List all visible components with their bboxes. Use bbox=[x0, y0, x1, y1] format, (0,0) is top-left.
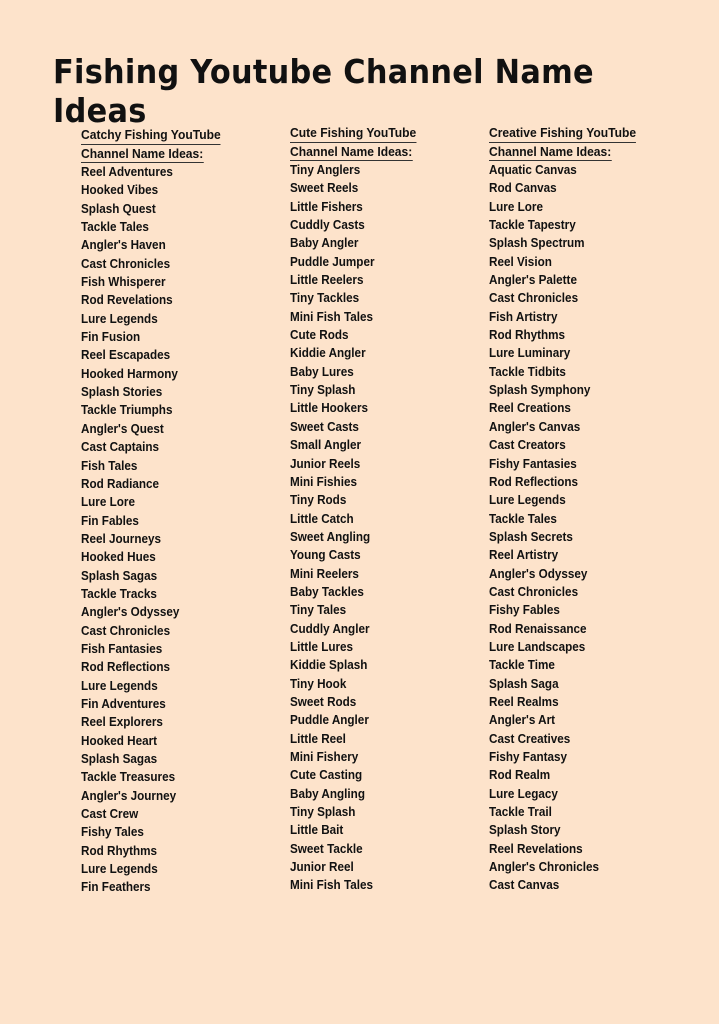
list-item: Junior Reels bbox=[290, 455, 361, 471]
list-item: Cast Captains bbox=[81, 439, 160, 455]
list-item: Fish Fantasies bbox=[81, 640, 163, 656]
list-item: Rod Radiance bbox=[81, 475, 160, 491]
list-item: Mini Fish Tales bbox=[290, 308, 373, 324]
list-item: Lure Legends bbox=[81, 677, 158, 693]
list-item: Tiny Rods bbox=[290, 492, 347, 508]
list-item: Hooked Hues bbox=[81, 549, 156, 565]
list-item: Tackle Tales bbox=[489, 510, 557, 526]
list-item: Sweet Casts bbox=[290, 418, 359, 434]
list-item: Baby Tackles bbox=[290, 583, 364, 599]
list-item: Cast Chronicles bbox=[489, 290, 579, 306]
list-item: Sweet Reels bbox=[290, 180, 359, 196]
list-item: Lure Legends bbox=[81, 861, 158, 877]
list-item: Aquatic Canvas bbox=[489, 162, 577, 177]
list-item: Junior Reel bbox=[290, 859, 354, 875]
list-item: Angler's Palette bbox=[489, 272, 577, 288]
list-item: Angler's Art bbox=[489, 712, 556, 728]
name-list bbox=[81, 163, 231, 897]
list-item: Reel Creations bbox=[489, 400, 571, 416]
list-item: Fin Fables bbox=[81, 512, 139, 528]
list-item: Tackle Tapestry bbox=[489, 217, 576, 233]
list-item: Splash Secrets bbox=[489, 528, 573, 544]
list-item: Lure Landscapes bbox=[489, 638, 586, 654]
list-item: Mini Reelers bbox=[290, 565, 359, 581]
list-item: Mini Fishies bbox=[290, 473, 357, 489]
list-item: Hooked Vibes bbox=[81, 182, 159, 198]
list-item: Rod Rhythms bbox=[81, 842, 158, 858]
list-item: Cuddly Casts bbox=[290, 217, 365, 233]
list-item: Lure Lore bbox=[81, 494, 135, 510]
list-item: Tackle Treasures bbox=[81, 769, 176, 785]
list-item: Angler's Odyssey bbox=[489, 565, 588, 581]
list-item: Angler's Haven bbox=[81, 237, 166, 253]
list-item: Rod Realm bbox=[489, 767, 551, 783]
list-item: Sweet Rods bbox=[290, 693, 357, 709]
column-heading-line1: Catchy Fishing YouTube bbox=[81, 126, 221, 145]
list-item: Little Reel bbox=[290, 730, 346, 746]
list-item: Reel Escapades bbox=[81, 347, 171, 363]
list-item: Reel Explorers bbox=[81, 714, 163, 730]
list-item: Splash Sagas bbox=[81, 567, 158, 583]
list-item: Young Casts bbox=[290, 547, 361, 563]
list-item: Angler's Chronicles bbox=[489, 859, 600, 875]
list-item: Fish Tales bbox=[81, 457, 138, 473]
list-item: Splash Spectrum bbox=[489, 235, 585, 251]
list-item: Lure Luminary bbox=[489, 345, 571, 361]
list-item: Baby Angling bbox=[290, 785, 365, 801]
cute-names-column bbox=[290, 124, 426, 895]
list-item: Kiddie Splash bbox=[290, 657, 368, 673]
list-item: Lure Legends bbox=[489, 492, 566, 508]
column-heading-line2: Channel Name Ideas: bbox=[489, 143, 611, 162]
list-item: Little Lures bbox=[290, 638, 354, 654]
list-item: Splash Sagas bbox=[81, 751, 158, 766]
list-item: Cute Rods bbox=[290, 327, 349, 343]
list-item: Splash Story bbox=[489, 822, 561, 838]
list-item: Cast Chronicles bbox=[81, 255, 171, 271]
list-item: Lure Legends bbox=[81, 310, 158, 326]
list-item: Rod Canvas bbox=[489, 180, 557, 196]
list-item: Mini Fish Tales bbox=[290, 877, 373, 893]
list-item: Hooked Harmony bbox=[81, 365, 178, 381]
list-item: Kiddie Angler bbox=[290, 345, 366, 361]
list-item: Splash Quest bbox=[81, 200, 156, 216]
list-item: Tiny Splash bbox=[290, 804, 356, 820]
column-heading-line2: Channel Name Ideas: bbox=[290, 143, 412, 162]
list-item: Fin Feathers bbox=[81, 879, 151, 895]
list-item: Tiny Splash bbox=[290, 382, 356, 398]
list-item: Sweet Angling bbox=[290, 528, 371, 544]
list-item: Tackle Tidbits bbox=[489, 363, 566, 379]
column-heading-line2: Channel Name Ideas: bbox=[81, 145, 203, 164]
list-item: Rod Reflections bbox=[489, 473, 579, 489]
list-item: Cast Canvas bbox=[489, 877, 560, 893]
catchy-names-column bbox=[81, 126, 231, 897]
list-item: Angler's Odyssey bbox=[81, 604, 180, 620]
name-list bbox=[489, 161, 647, 895]
list-item: Sweet Tackle bbox=[290, 840, 363, 856]
list-item: Cast Crew bbox=[81, 806, 139, 822]
creative-names-column bbox=[489, 124, 647, 895]
list-item: Reel Adventures bbox=[81, 164, 173, 179]
list-item: Cast Chronicles bbox=[489, 583, 579, 599]
list-item: Tackle Trail bbox=[489, 804, 552, 820]
list-item: Reel Realms bbox=[489, 693, 559, 709]
list-item: Baby Lures bbox=[290, 363, 354, 379]
list-item: Rod Revelations bbox=[81, 292, 173, 308]
list-item: Tackle Time bbox=[489, 657, 555, 673]
list-item: Reel Artistry bbox=[489, 547, 559, 563]
list-item: Reel Vision bbox=[489, 253, 552, 269]
list-item: Angler's Canvas bbox=[489, 418, 581, 434]
list-item: Angler's Quest bbox=[81, 420, 164, 436]
list-item: Small Angler bbox=[290, 437, 362, 453]
column-heading-line1: Cute Fishing YouTube bbox=[290, 124, 416, 143]
list-item: Reel Revelations bbox=[489, 840, 583, 856]
list-item: Fishy Fables bbox=[489, 602, 560, 618]
list-item: Cast Creators bbox=[489, 437, 566, 453]
list-item: Little Catch bbox=[290, 510, 354, 526]
list-item: Rod Reflections bbox=[81, 659, 171, 675]
list-item: Rod Rhythms bbox=[489, 327, 566, 343]
list-item: Cute Casting bbox=[290, 767, 363, 783]
list-item: Puddle Jumper bbox=[290, 253, 375, 269]
list-item: Little Bait bbox=[290, 822, 344, 838]
list-item: Tackle Tales bbox=[81, 219, 149, 235]
list-item: Rod Renaissance bbox=[489, 620, 587, 636]
list-item: Lure Legacy bbox=[489, 785, 558, 801]
list-item: Little Fishers bbox=[290, 198, 363, 214]
list-item: Tiny Tackles bbox=[290, 290, 360, 306]
list-item: Baby Angler bbox=[290, 235, 359, 251]
list-item: Tiny Tales bbox=[290, 602, 347, 618]
list-item: Fish Whisperer bbox=[81, 274, 166, 290]
list-item: Splash Symphony bbox=[489, 382, 591, 398]
list-item: Fishy Fantasies bbox=[489, 455, 577, 471]
column-heading-line1: Creative Fishing YouTube bbox=[489, 124, 636, 143]
name-list bbox=[290, 161, 426, 895]
list-item: Little Hookers bbox=[290, 400, 369, 416]
list-item: Reel Journeys bbox=[81, 530, 161, 546]
list-item: Puddle Angler bbox=[290, 712, 369, 728]
list-item: Tiny Anglers bbox=[290, 162, 361, 177]
page-title: Fishing Youtube Channel Name Ideas bbox=[53, 52, 594, 130]
list-item: Cast Chronicles bbox=[81, 622, 171, 638]
list-item: Cast Creatives bbox=[489, 730, 571, 746]
list-item: Fishy Fantasy bbox=[489, 749, 568, 764]
list-item: Splash Saga bbox=[489, 675, 559, 691]
list-item: Fin Adventures bbox=[81, 695, 166, 711]
list-item: Fin Fusion bbox=[81, 329, 141, 345]
list-item: Angler's Journey bbox=[81, 787, 177, 803]
list-item: Tiny Hook bbox=[290, 675, 347, 691]
list-item: Tackle Tracks bbox=[81, 585, 157, 601]
list-item: Cuddly Angler bbox=[290, 620, 370, 636]
list-item: Mini Fishery bbox=[290, 749, 359, 764]
list-item: Hooked Heart bbox=[81, 732, 158, 748]
list-item: Little Reelers bbox=[290, 272, 364, 288]
list-item: Tackle Triumphs bbox=[81, 402, 173, 418]
list-item: Fish Artistry bbox=[489, 308, 558, 324]
list-item: Fishy Tales bbox=[81, 824, 144, 840]
list-item: Lure Lore bbox=[489, 198, 543, 214]
list-item: Splash Stories bbox=[81, 384, 163, 400]
